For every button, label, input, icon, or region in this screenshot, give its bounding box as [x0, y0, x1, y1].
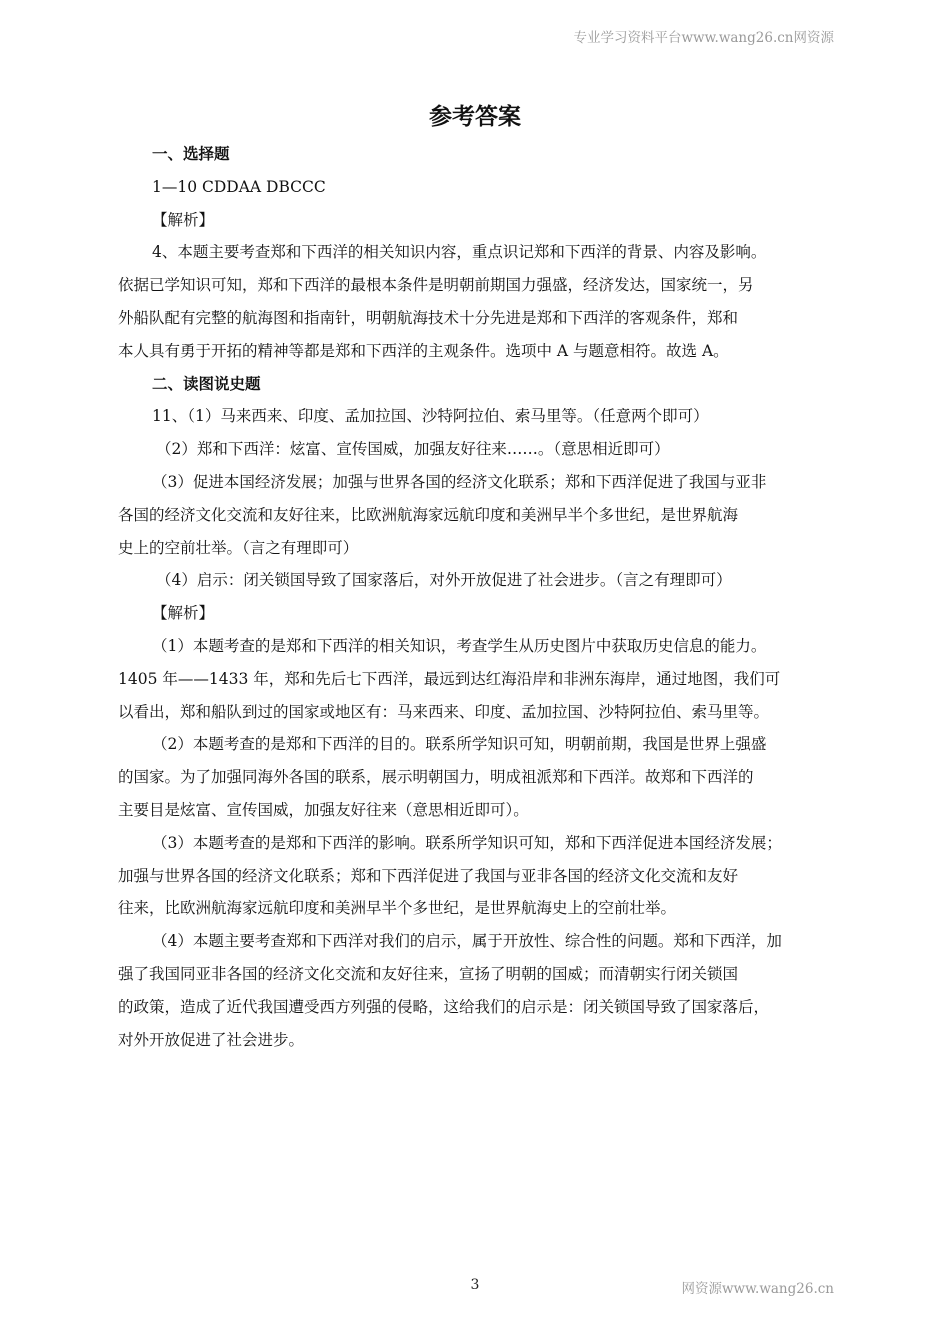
page-number: 3 — [470, 1277, 480, 1293]
text-line: 各国的经济文化交流和友好往来，比欧洲航海家远航印度和美洲早半个多世纪，是世界航海 — [118, 505, 739, 524]
text-line: 往来，比欧洲航海家远航印度和美洲早半个多世纪，是世界航海史上的空前壮举。 — [118, 899, 677, 918]
text-line: 强了我国同亚非各国的经济文化交流和友好往来，宣扬了明朝的国威；而清朝实行闭关锁国 — [118, 964, 739, 983]
analysis-label: 【解析】 — [152, 604, 215, 623]
page-header-watermark: 专业学习资料平台www.wang26.cn网资源 — [573, 30, 834, 46]
text-line: 的政策，造成了近代我国遭受西方列强的侵略，这给我们的启示是：闭关锁国导致了国家落后， — [118, 997, 770, 1016]
text-line: 外船队配有完整的航海图和指南针，明朝航海技术十分先进是郑和下西洋的客观条件，郑和 — [118, 308, 739, 327]
text-line: （4）启示：闭关锁国导致了国家落后，对外开放促进了社会进步。（言之有理即可） — [156, 571, 732, 590]
answer-content — [118, 138, 834, 1056]
section-heading-map: 二、读图说史题 — [152, 374, 261, 393]
text-line: 依据已学知识可知，郑和下西洋的最根本条件是明朝前期国力强盛，经济发达，国家统一，另 — [118, 276, 754, 295]
text-line: 主要目是炫富、宣传国威，加强友好往来（意思相近即可）。 — [118, 800, 529, 819]
text-line: （3）促进本国经济发展；加强与世界各国的经济文化联系；郑和下西洋促进了我国与亚非 — [152, 472, 767, 491]
analysis-label: 【解析】 — [152, 210, 215, 229]
text-line: （2）郑和下西洋：炫富、宣传国威，加强友好往来……。（意思相近即可） — [156, 440, 670, 459]
choice-answers: 1—10 CDDAA DBCCC — [152, 177, 326, 196]
text-line: 以看出，郑和船队到过的国家或地区有：马来西来、印度、孟加拉国、沙特阿拉伯、索马里等。 — [118, 702, 770, 721]
text-line: （1）本题考查的是郑和下西洋的相关知识，考查学生从历史图片中获取历史信息的能力。 — [152, 636, 767, 655]
page-title: 参考答案 — [429, 104, 521, 130]
text-line: 11、（1）马来西来、印度、孟加拉国、沙特阿拉伯、索马里等。（任意两个即可） — [152, 407, 709, 426]
text-line: 史上的空前壮举。（言之有理即可） — [118, 538, 359, 557]
text-line: 1405 年——1433 年，郑和先后七下西洋，最远到达红海沿岸和非洲东海岸，通过地图，我们可 — [118, 669, 781, 688]
text-line: 本人具有勇于开拓的精神等都是郑和下西洋的主观条件。选项中 A 与题意相符。故选 A。 — [118, 341, 729, 360]
text-line: 对外开放促进了社会进步。 — [118, 1030, 305, 1049]
text-line: （2）本题考查的是郑和下西洋的目的。联系所学知识可知，明朝前期，我国是世界上强盛 — [152, 735, 767, 754]
text-line: 的国家。为了加强同海外各国的联系，展示明朝国力，明成祖派郑和下西洋。故郑和下西洋的 — [118, 768, 754, 787]
section-heading-choice: 一、选择题 — [152, 145, 230, 163]
text-line: 加强与世界各国的经济文化联系；郑和下西洋促进了我国与亚非各国的经济文化交流和友好 — [118, 866, 739, 885]
text-line: 4、本题主要考查郑和下西洋的相关知识内容，重点识记郑和下西洋的背景、内容及影响。 — [152, 243, 767, 262]
text-line: （3）本题考查的是郑和下西洋的影响。联系所学知识可知，郑和下西洋促进本国经济发展； — [152, 833, 782, 852]
text-line: （4）本题主要考查郑和下西洋对我们的启示，属于开放性、综合性的问题。郑和下西洋，加 — [152, 932, 782, 951]
page-footer-watermark: 网资源www.wang26.cn — [681, 1281, 834, 1297]
